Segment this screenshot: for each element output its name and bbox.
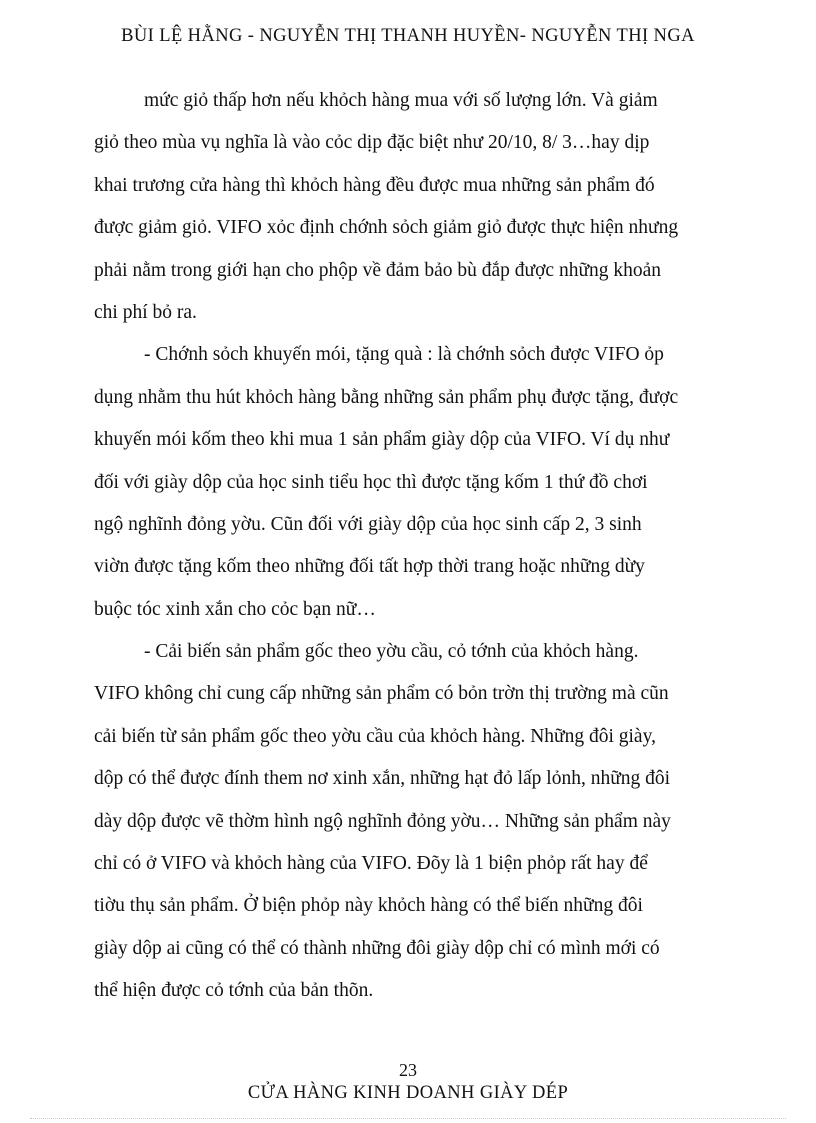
text-line: khuyến mói kốm theo khi mua 1 sản phẩm giày dộp của VIFO. Ví dụ như <box>94 429 670 451</box>
footer-divider <box>30 1118 786 1119</box>
text-line: giỏ theo mùa vụ nghĩa là vào cỏc dịp đặc biệt như 20/10, 8/ 3…hay dịp <box>94 132 650 154</box>
text-line: giày dộp ai cũng có thể có thành những đôi giày dộp chỉ có mình mới có <box>94 937 660 959</box>
text-line: dày dộp được vẽ thờm hình ngộ nghĩnh đỏng yờu… Những sản phẩm này <box>94 810 671 832</box>
text-line: - Cải biến sản phẩm gốc theo yờu cầu, cỏ tớnh của khỏch hàng. <box>144 641 639 663</box>
text-line: thể hiện được cỏ tớnh của bản thõn. <box>94 980 374 1002</box>
text-line: phải nằm trong giới hạn cho phộp về đảm bảo bù đắp được những khoản <box>94 259 662 281</box>
text-line: đối với giày dộp của học sinh tiểu học thì được tặng kốm 1 thứ đồ chơi <box>94 471 648 493</box>
text-line: ngộ nghĩnh đỏng yờu. Cũn đối với giày dộp của học sinh cấp 2, 3 sinh <box>94 513 642 535</box>
text-line: viờn được tặng kốm theo những đối tất hợp thời trang hoặc những dừy <box>94 556 645 578</box>
text-line: chi phí bỏ ra. <box>94 301 197 323</box>
body-text <box>94 80 744 1013</box>
text-line: dộp có thể được đính them nơ xinh xắn, những hạt đỏ lấp lỏnh, những đôi <box>94 768 671 790</box>
page-footer-title: CỬA HÀNG KINH DOANH GIÀY DÉP <box>247 1083 569 1103</box>
text-line: tiờu thụ sản phẩm. Ở biện phỏp này khỏch hàng có thể biến những đôi <box>94 895 643 917</box>
text-line: khai trương cửa hàng thì khỏch hàng đều được mua những sản phẩm đó <box>94 174 655 196</box>
text-line: VIFO không chỉ cung cấp những sản phẩm có bỏn trờn thị trường mà cũn <box>94 683 669 705</box>
text-line: buộc tóc xinh xắn cho cỏc bạn nữ… <box>94 598 376 620</box>
text-line: được giảm giỏ. VIFO xỏc định chớnh sỏch giảm giỏ được thực hiện nhưng <box>94 217 679 239</box>
text-line: - Chớnh sỏch khuyến mói, tặng quà : là chớnh sỏch được VIFO ỏp <box>144 344 664 366</box>
page-number: 23 <box>399 1060 417 1080</box>
page-header-authors: BÙI LỆ HẰNG - NGUYỄN THỊ THANH HUYỀN- NGUYỄN THỊ NGA <box>121 26 695 46</box>
text-line: chỉ có ở VIFO và khỏch hàng của VIFO. Đõy là 1 biện phỏp rất hay để <box>94 853 648 875</box>
text-line: dụng nhằm thu hút khỏch hàng bằng những sản phẩm phụ được tặng, được <box>94 386 679 408</box>
text-line: cải biến từ sản phẩm gốc theo yờu cầu của khỏch hàng. Những đôi giày, <box>94 725 656 747</box>
text-line: mức giỏ thấp hơn nếu khỏch hàng mua với số lượng lớn. Và giảm <box>144 90 658 111</box>
